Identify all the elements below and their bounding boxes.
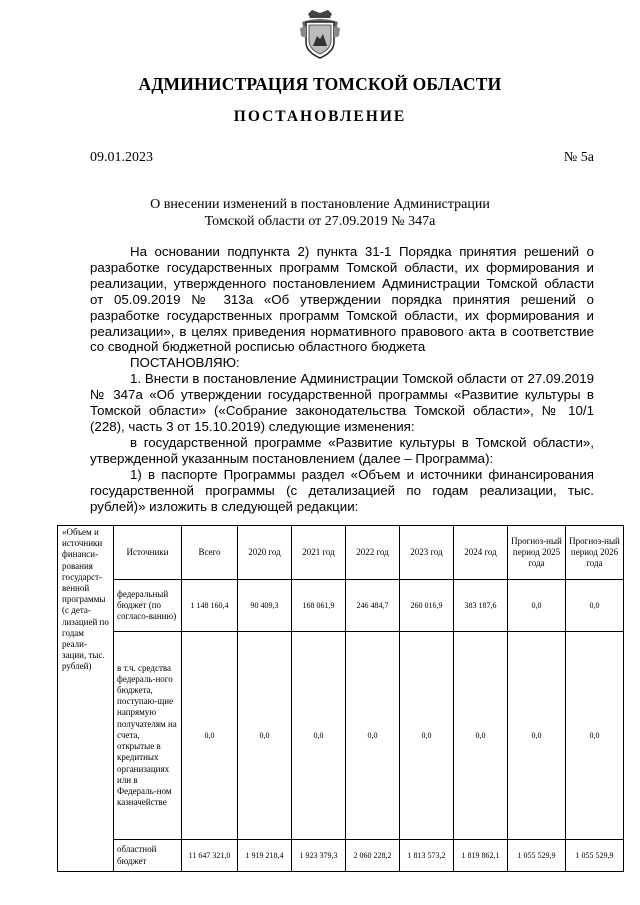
decree-word: ПОСТАНОВЛЯЮ: bbox=[130, 355, 240, 371]
document-date: 09.01.2023 bbox=[90, 150, 153, 165]
header-2020: 2020 год bbox=[238, 526, 292, 580]
value-cell: 0,0 bbox=[566, 580, 624, 632]
value-cell: 1 055 529,9 bbox=[508, 840, 566, 872]
value-cell: 1 819 862,1 bbox=[454, 840, 508, 872]
value-cell: 168 061,9 bbox=[292, 580, 346, 632]
value-cell: 2 060 228,2 bbox=[346, 840, 400, 872]
value-cell: 90 409,3 bbox=[238, 580, 292, 632]
header-source: Источники bbox=[114, 526, 182, 580]
value-cell: 0,0 bbox=[566, 632, 624, 840]
header-forecast-2026: Прогноз-ный период 2026 года bbox=[566, 526, 624, 580]
value-cell: 0,0 bbox=[292, 632, 346, 840]
body-paragraph-2: 1. Внести в постановление Администрации Томской области от 27.09.2019 № 347а «Об утверждении государственной программы «Развитие культуры в Томской области» («Собрание законодательства Томской области», № 10/1 (228), часть 3 от 15.10.2019) следующие изменения: bbox=[90, 371, 594, 434]
document-body bbox=[90, 244, 594, 514]
value-cell: 0,0 bbox=[508, 580, 566, 632]
value-cell: 0,0 bbox=[238, 632, 292, 840]
value-cell: 1 055 529,9 bbox=[566, 840, 624, 872]
value-cell: 1 919 218,4 bbox=[238, 840, 292, 872]
header-total: Всего bbox=[182, 526, 238, 580]
value-cell: 0,0 bbox=[182, 632, 238, 840]
document-subject bbox=[0, 196, 640, 230]
header-2024: 2024 год bbox=[454, 526, 508, 580]
header-2023: 2023 год bbox=[400, 526, 454, 580]
value-cell: 1 148 160,4 bbox=[182, 580, 238, 632]
body-paragraph-4: 1) в паспорте Программы раздел «Объем и источники финансирования государственной программы (с детализацией по годам реализации, тыс. рублей)» изложить в следующей редакции: bbox=[90, 466, 594, 514]
body-paragraph-1: На основании подпункта 2) пункта 31-1 Порядка принятия решений о разработке государственных программ Томской области, их формирования и реализации, утвержденного постановлением Администрации Томской области от 05.09.2019 № 313а «Об утверждении порядка принятия решений о разработке государственных программ Томской области, их формирования и реализации», в целях приведения нормативного правового акта в соответствие со сводной бюджетной росписью областного бюджета bbox=[90, 244, 594, 355]
table-row bbox=[58, 632, 624, 840]
document-number: № 5а bbox=[563, 150, 594, 165]
document-type: ПОСТАНОВЛЕНИЕ bbox=[233, 108, 407, 125]
source-cell: областной бюджет bbox=[114, 840, 182, 872]
value-cell: 0,0 bbox=[454, 632, 508, 840]
organization-title: АДМИНИСТРАЦИЯ ТОМСКОЙ ОБЛАСТИ bbox=[138, 74, 502, 94]
row-label-cell: «Объем и источники финанси-рования государст-венной программы (с дета-лизацией по годам реали-зации, тыс. рублей) bbox=[58, 526, 114, 872]
value-cell: 383 187,6 bbox=[454, 580, 508, 632]
header-2021: 2021 год bbox=[292, 526, 346, 580]
value-cell: 1 923 379,3 bbox=[292, 840, 346, 872]
source-cell: в т.ч. средства федераль-ного бюджета, поступаю-щие напрямую получателям на счета, открытые в кредитных организациях или в Федераль-ном казначействе bbox=[114, 632, 182, 840]
subject-line-2: Томской области от 27.09.2019 № 347а bbox=[204, 214, 436, 229]
coat-of-arms-emblem bbox=[298, 8, 342, 60]
header-2022: 2022 год bbox=[346, 526, 400, 580]
subject-line-1: О внесении изменений в постановление Администрации bbox=[150, 197, 490, 212]
table-row bbox=[58, 840, 624, 872]
header-forecast-2025: Прогноз-ный период 2025 года bbox=[508, 526, 566, 580]
value-cell: 1 813 573,2 bbox=[400, 840, 454, 872]
value-cell: 260 016,9 bbox=[400, 580, 454, 632]
value-cell: 0,0 bbox=[508, 632, 566, 840]
source-cell: федеральный бюджет (по согласо-ванию) bbox=[114, 580, 182, 632]
body-paragraph-3: в государственной программе «Развитие культуры в Томской области», утвержденной указанным постановлением (далее – Программа): bbox=[90, 434, 594, 466]
financing-table bbox=[57, 525, 624, 872]
value-cell: 0,0 bbox=[400, 632, 454, 840]
value-cell: 246 484,7 bbox=[346, 580, 400, 632]
value-cell: 0,0 bbox=[346, 632, 400, 840]
value-cell: 11 647 321,0 bbox=[182, 840, 238, 872]
table-row bbox=[58, 580, 624, 632]
